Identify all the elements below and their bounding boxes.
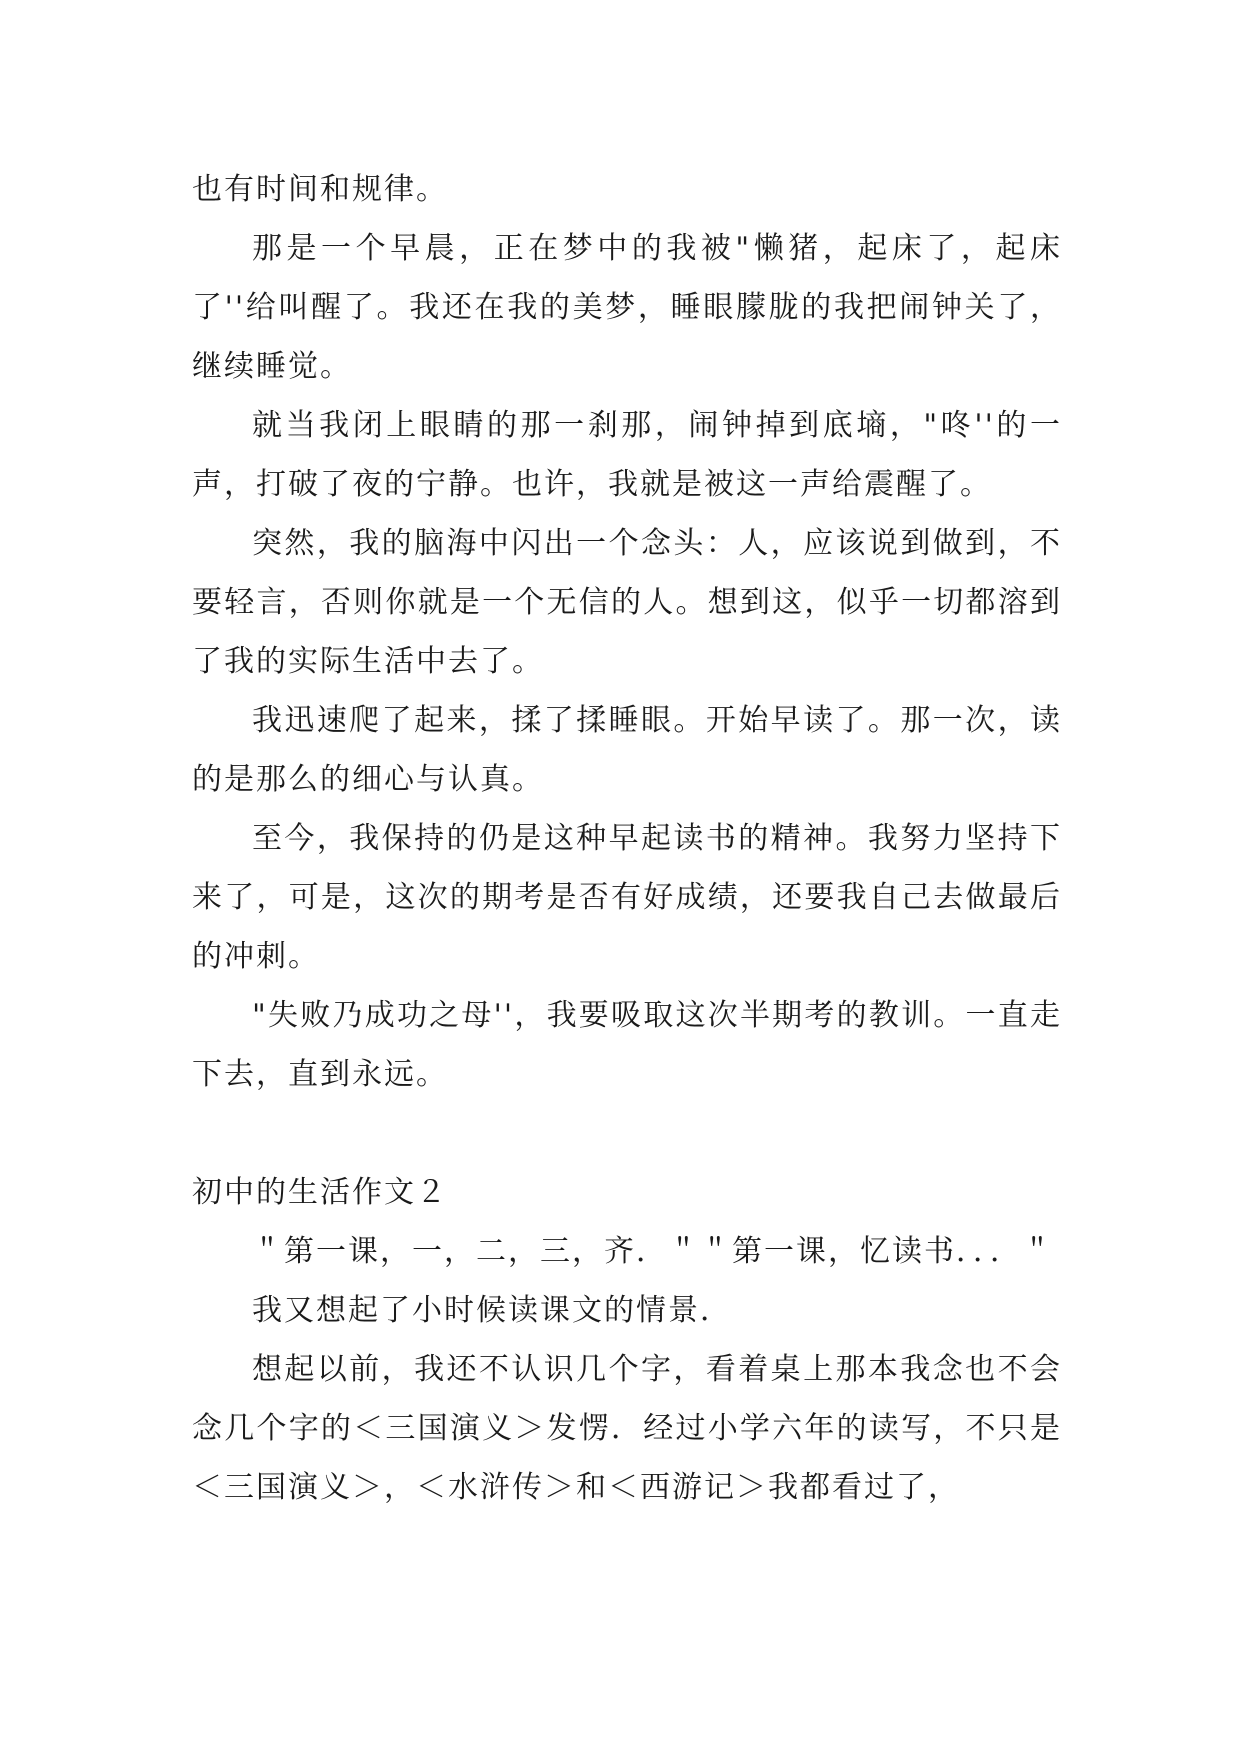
paragraph-3: 就当我闭上眼睛的那一刹那，闹钟掉到底墒，"咚''的一声，打破了夜的宁静。也许，我就是被这一声给震醒了。 xyxy=(192,408,1062,502)
paragraph-4: 突然，我的脑海中闪出一个念头：人，应该说到做到，不要轻言，否则你就是一个无信的人。想到这，似乎一切都溶到了我的实际生活中去了。 xyxy=(192,526,1062,679)
paragraph-5: 我迅速爬了起来，揉了揉睡眼。开始早读了。那一次，读的是那么的细心与认真。 xyxy=(192,703,1062,797)
section-heading: 初中的生活作文２ xyxy=(192,1175,448,1210)
document-body xyxy=(192,160,1062,1517)
paragraph-1: 也有时间和规律。 xyxy=(192,172,448,207)
paragraph-7: "失败乃成功之母''，我要吸取这次半期考的教训。一直走下去，直到永远。 xyxy=(192,998,1062,1092)
paragraph-2: 那是一个早晨，正在梦中的我被"懒猪，起床了，起床了''给叫醒了。我还在我的美梦，睡眼朦胧的我把闹钟关了，继续睡觉。 xyxy=(192,231,1062,384)
paragraph-9: 我又想起了小时候读课文的情景． xyxy=(252,1293,732,1328)
paragraph-8: ＂第一课，一，二，三，齐．＂＂第一课，忆读书．．．＂ xyxy=(252,1234,1054,1269)
paragraph-6: 至今，我保持的仍是这种早起读书的精神。我努力坚持下来了，可是，这次的期考是否有好成绩，还要我自己去做最后的冲刺。 xyxy=(192,821,1062,974)
paragraph-10: 想起以前，我还不认识几个字，看着桌上那本我念也不会念几个字的＜三国演义＞发愣．经过小学六年的读写，不只是＜三国演义＞，＜水浒传＞和＜西游记＞我都看过了， xyxy=(192,1352,1062,1505)
